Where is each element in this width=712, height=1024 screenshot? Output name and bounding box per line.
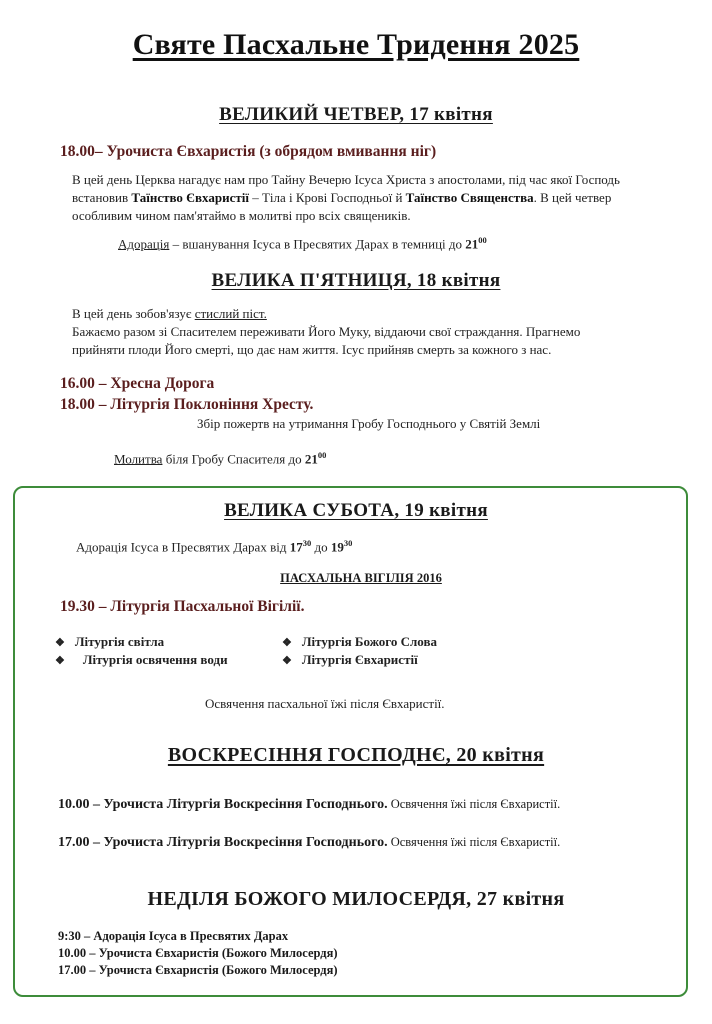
friday-fast-line: В цей день зобов'язує стислий піст. <box>72 306 267 321</box>
saturday-blessing: Освячення пасхальної їжі після Євхаристії. <box>205 696 445 711</box>
thursday-heading: ВЕЛИКИЙ ЧЕТВЕР, 17 квітня <box>219 104 493 125</box>
thursday-event: 18.00– Урочиста Євхаристія (з обрядом вмивання ніг) <box>60 143 437 160</box>
thursday-desc-line-3: особливим чином пам'ятаймо в молитві про всіх священиків. <box>72 208 411 223</box>
diamond-bullet-icon: ❖ <box>282 637 292 649</box>
green-frame <box>13 486 688 997</box>
diamond-bullet-icon: ❖ <box>55 655 65 667</box>
thursday-description <box>72 171 692 225</box>
friday-event-1: 16.00 – Хресна Дорога <box>60 375 215 392</box>
friday-prayer: Молитва біля Гробу Спасителя до $21^{00}$ <box>114 450 327 467</box>
mercy-item-2: 10.00 – Урочиста Євхаристія (Божого Милосердя) <box>58 946 338 960</box>
diamond-bullet-icon: ❖ <box>55 637 65 649</box>
sunday-event-1: 10.00 – Урочиста Літургія Воскресіння Господнього. Освячення їжі після Євхаристії. <box>58 797 561 812</box>
mercy-item-3: 17.00 – Урочиста Євхаристія (Божого Милосердя) <box>58 963 338 977</box>
diamond-bullet-icon: ❖ <box>282 655 292 667</box>
thursday-adoration: Адорація – вшанування Ісуса в Пресвятих Дарах в темниці до $21^{00}$ <box>118 235 487 252</box>
mercy-item-1: 9:30 – Адорація Ісуса в Пресвятих Дарах <box>58 929 289 943</box>
bullet-eucharist: ❖ Літургія Євхаристії <box>282 652 418 667</box>
page-title: Святе Пасхальне Тридення 2025 <box>132 28 580 61</box>
saturday-adoration: Адорація Ісуса в Пресвятих Дарах від $17^{30}$ до $19^{30}$ <box>76 538 353 555</box>
friday-desc-line-2: прийняти плоди Його смерті, що дає нам життя. Ісус прийняв смерть за кожного з нас. <box>72 342 552 357</box>
saturday-heading: ВЕЛИКА СУБОТА, 19 квітня <box>224 500 488 521</box>
thursday-desc-line-2: встановив Таїнство Євхаристії – Тіла і Крові Господньої й Таїнство Священства. В цей четвер <box>72 190 612 205</box>
sunday-event-2: 17.00 – Урочиста Літургія Воскресіння Господнього. Освячення їжі після Євхаристії. <box>58 835 561 850</box>
bullet-water: ❖ Літургія освячення води <box>55 652 228 667</box>
mercy-heading: НЕДІЛЯ БОЖОГО МИЛОСЕРДЯ, 27 квітня <box>147 888 565 910</box>
bullet-light: ❖ Літургія світла <box>55 634 165 649</box>
friday-desc-line-1: Бажаємо разом зі Спасителем переживати Його Муку, віддаючи свої страждання. Прагнемо <box>72 324 581 339</box>
friday-description <box>72 305 697 359</box>
saturday-event: 19.30 – Літургія Пасхальної Вігілії. <box>60 598 305 615</box>
thursday-desc-line-1: В цей день Церква нагадує нам про Тайну Вечерю Ісуса Христа з апостолами, під час якої Господь <box>72 172 620 187</box>
friday-collection: Збір пожертв на утримання Гробу Господнього у Святій Землі <box>197 416 541 431</box>
vigil-heading: ПАСХАЛЬНА ВІГІЛІЯ 2016 <box>280 571 442 585</box>
sunday-heading: ВОСКРЕСІННЯ ГОСПОДНЄ, 20 квітня <box>167 744 545 766</box>
bullet-word: ❖ Літургія Божого Слова <box>282 634 437 649</box>
friday-event-2: 18.00 – Літургія Поклоніння Хресту. <box>60 396 314 413</box>
friday-heading: ВЕЛИКА П'ЯТНИЦЯ, 18 квітня <box>211 270 501 291</box>
